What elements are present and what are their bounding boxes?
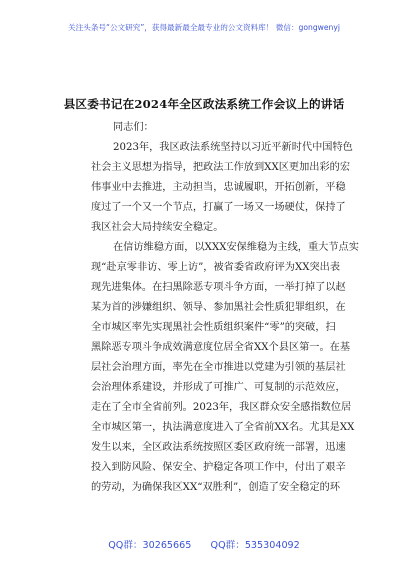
- text-line: 会治理体系建设，并形成了可推广、可复制的示范效应，: [91, 382, 346, 393]
- text-line: 黑除恶专项斗争成效满意度位居全省XX个县区第一。在基: [91, 342, 351, 353]
- salutation: 同志们：: [113, 122, 154, 133]
- text-line: 在信访维稳方面，以XXX安保维稳为主线，重大节点实: [113, 242, 359, 253]
- paragraph-2: [91, 238, 359, 498]
- text-line: 现“赴京零非访、零上访”，被省委省政府评为XX突出表: [91, 262, 341, 273]
- text-line: 社会主义思想为指导，把政法工作放到XX区更加出彩的宏: [91, 162, 351, 173]
- text-line: 度过了一个又一个节点，打赢了一场又一场硬仗，保持了: [91, 202, 346, 213]
- text-line: 走在了全市全省前列。2023年，我区群众安全感指数位居: [91, 402, 352, 413]
- text-line: 投入到防风险、保安全、护稳定各项工作中，付出了艰辛: [91, 462, 346, 473]
- text-line: 2023年，我区政法系统坚持以习近平新时代中国特色: [113, 142, 353, 153]
- text-line: 层社会治理方面，率先在全市推进以党建为引领的基层社: [91, 362, 346, 373]
- text-line: 全市城区第一，执法满意度进入了全省前XX名。尤其是XX: [91, 422, 355, 433]
- document-body: [91, 118, 359, 498]
- text-line: 伟事业中去推进，主动担当，忠诚履职，开拓创新，平稳: [91, 182, 346, 193]
- header-promo-text: 关注头条号“公文研究”，获得最新最全最专业的公文资料库！ 微信：gongwenyj: [68, 23, 340, 32]
- paragraph-1: [91, 138, 355, 238]
- text-line: 发生以来，全区政法系统按照区委区政府统一部署，迅速: [91, 442, 346, 453]
- text-line: 全市城区率先实现黑社会性质组织案件“零”的突破，扫: [91, 322, 336, 333]
- footer-contact-text: QQ群：30265665 QQ群：535304092: [108, 540, 300, 551]
- text-line: 现先进集体。在扫黑除恶专项斗争方面，一举打掉了以赵: [91, 282, 346, 293]
- text-line: 某为首的涉嫌组织、领导、参加黑社会性质犯罪组织，在: [91, 302, 346, 313]
- document-title: 县区委书记在2024年全区政法系统工作会议上的讲话: [63, 97, 345, 111]
- text-line: 我区社会大局持续安全稳定。: [91, 222, 224, 233]
- text-line: 的劳动，为确保我区XX“双胜利”，创造了安全稳定的环: [91, 482, 341, 493]
